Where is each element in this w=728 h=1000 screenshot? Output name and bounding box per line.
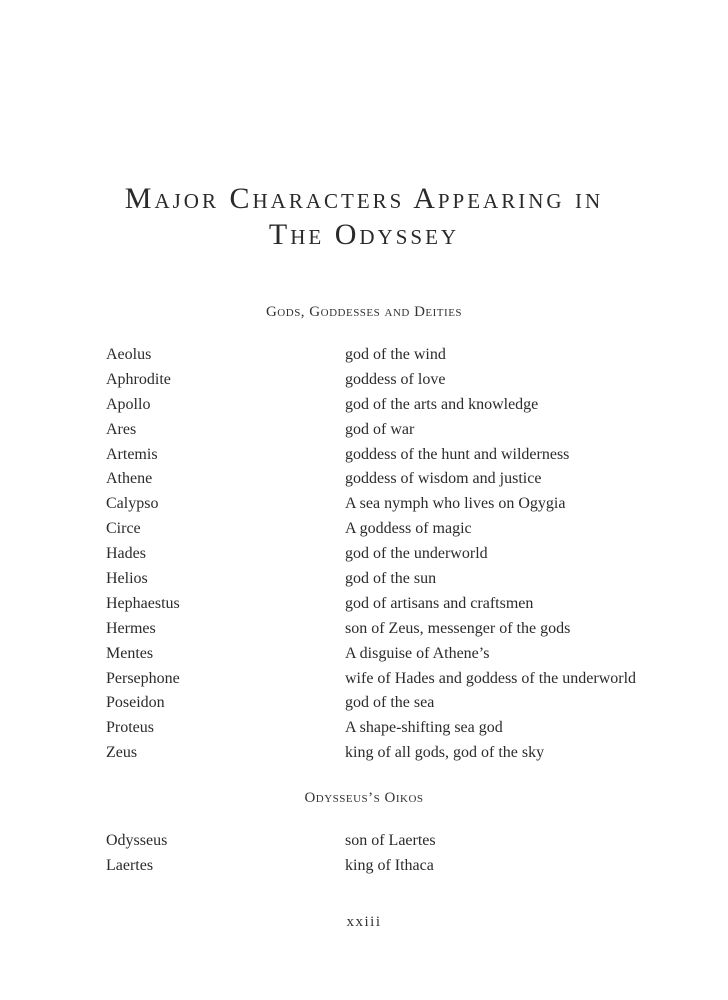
- character-row: [0, 569, 728, 594]
- character-description: goddess of the hunt and wilderness: [345, 445, 570, 463]
- character-row: [0, 619, 728, 644]
- character-name: Odysseus: [106, 832, 168, 849]
- character-row: [0, 519, 728, 544]
- character-name: Aphrodite: [106, 370, 171, 388]
- character-row: [0, 370, 728, 395]
- character-row: [0, 544, 728, 569]
- character-row: [0, 469, 728, 494]
- character-row: [0, 345, 728, 370]
- character-name: Proteus: [106, 719, 154, 737]
- character-row: [0, 395, 728, 420]
- character-description: god of the sea: [345, 694, 435, 712]
- character-name: Laertes: [106, 856, 154, 874]
- section-heading-gods: Gods, Goddesses and Deities: [265, 304, 463, 320]
- character-name: Hermes: [106, 619, 156, 637]
- character-description: A disguise of Athene’s: [345, 644, 490, 662]
- character-description: A sea nymph who lives on Ogygia: [345, 495, 566, 513]
- character-description: goddess of love: [345, 370, 446, 388]
- character-name: Circe: [106, 520, 141, 538]
- character-description: wife of Hades and goddess of the underworld: [345, 669, 637, 687]
- character-list-oikos: [0, 831, 728, 881]
- character-name: Athene: [106, 470, 153, 488]
- character-row: [0, 445, 728, 470]
- character-list-gods: [0, 345, 728, 768]
- character-description: god of the underworld: [345, 545, 488, 563]
- character-name: Hades: [106, 545, 146, 563]
- character-row: [0, 669, 728, 694]
- page-title-line-2: The Odyssey: [268, 218, 460, 251]
- character-name: Artemis: [106, 445, 158, 463]
- character-name: Apollo: [106, 395, 151, 413]
- character-description: king of Ithaca: [345, 856, 434, 874]
- character-row: [0, 718, 728, 743]
- character-description: god of war: [345, 420, 415, 438]
- character-row: [0, 693, 728, 718]
- character-row: [0, 831, 728, 856]
- page-number: xxiii: [346, 914, 382, 930]
- character-description: A goddess of magic: [345, 520, 472, 538]
- character-name: Zeus: [106, 744, 138, 762]
- page-title-line-1: Major Characters Appearing in: [124, 182, 604, 215]
- character-description: god of artisans and craftsmen: [345, 594, 534, 612]
- character-row: [0, 594, 728, 619]
- character-description: son of Laertes: [345, 832, 436, 849]
- character-description: god of the sun: [345, 570, 437, 588]
- character-name: Poseidon: [106, 694, 165, 712]
- character-row: [0, 420, 728, 445]
- character-description: god of the wind: [345, 346, 446, 363]
- character-row: [0, 644, 728, 669]
- section-heading-oikos: Odysseus’s Oikos: [304, 790, 424, 806]
- character-description: A shape-shifting sea god: [345, 719, 503, 737]
- character-description: son of Zeus, messenger of the gods: [345, 619, 571, 637]
- character-row: [0, 856, 728, 881]
- character-name: Mentes: [106, 644, 154, 662]
- character-name: Persephone: [106, 669, 180, 687]
- character-name: Aeolus: [106, 346, 152, 363]
- character-name: Ares: [106, 420, 137, 438]
- character-description: god of the arts and knowledge: [345, 395, 539, 413]
- character-name: Hephaestus: [106, 594, 180, 612]
- character-description: goddess of wisdom and justice: [345, 470, 542, 488]
- character-row: [0, 494, 728, 519]
- character-row: [0, 743, 728, 768]
- character-name: Calypso: [106, 495, 159, 513]
- character-description: king of all gods, god of the sky: [345, 744, 545, 762]
- character-name: Helios: [106, 570, 148, 588]
